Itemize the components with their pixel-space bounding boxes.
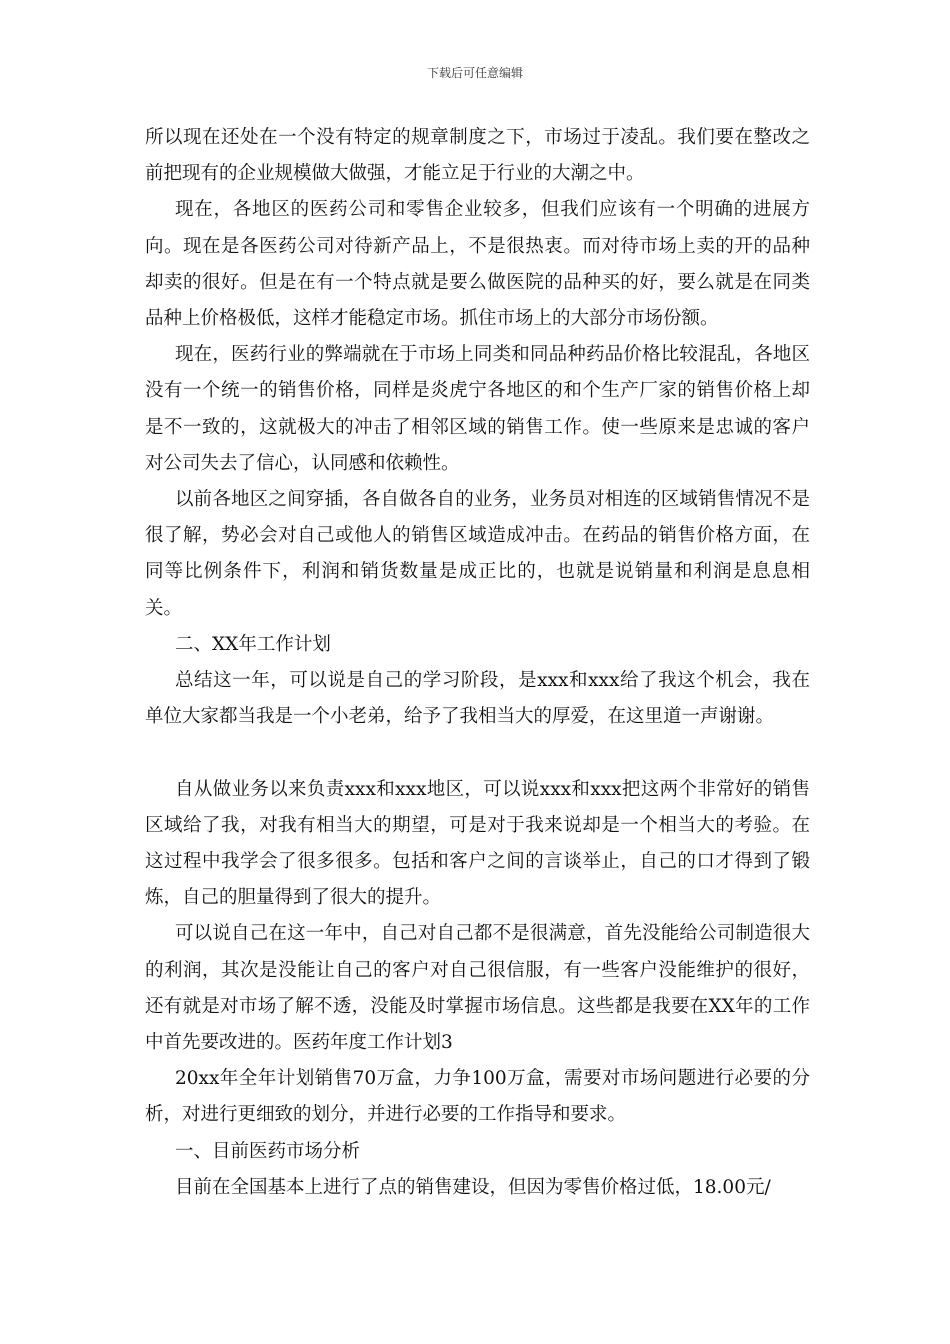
paragraph-9: 目前在全国基本上进行了点的销售建设，但因为零售价格过低，18.00元/ (175, 1176, 771, 1198)
document-body (145, 120, 810, 1206)
paragraph-5: 总结这一年，可以说是自己的学习阶段，是xxx和xxx给了我这个机会，我在单位大家都当我是一个小老弟，给予了我相当大的厚爱，在这里道一声谢谢。 (145, 670, 810, 728)
paragraph-4: 以前各地区之间穿插，各自做各自的业务，业务员对相连的区域销售情况不是很了解，势必会对自己或他人的销售区域造成冲击。在药品的销售价格方面，在同等比例条件下，利润和销货数量是成正比的，也就是说销量和利润是息息相关。 (145, 489, 810, 619)
blank-line (145, 735, 810, 771)
paragraph-1: 所以现在还处在一个没有特定的规章制度之下，市场过于凌乱。我们要在整改之前把现有的企业规模做大做强，才能立足于行业的大潮之中。 (145, 127, 810, 185)
paragraph-8: 20xx年全年计划销售70万盒，力争100万盒，需要对市场问题进行必要的分析，对进行更细致的划分，并进行必要的工作指导和要求。 (145, 1068, 810, 1126)
paragraph-2: 现在，各地区的医药公司和零售企业较多，但我们应该有一个明确的进展方向。现在是各医药公司对待新产品上，不是很热衷。而对待市场上卖的开的品种却卖的很好。但是在有一个特点就是要么做医院的品种买的好，要么就是在同类品种上价格极低，这样才能稳定市场。抓住市场上的大部分市场份额。 (145, 199, 810, 330)
section-heading-work-plan: 二、XX年工作计划 (175, 633, 331, 655)
paragraph-7: 可以说自己在这一年中，自己对自己都不是很满意，首先没能给公司制造很大的利润，其次是没能让自己的客户对自己很信服，有一些客户没能维护的很好，还有就是对市场了解不透，没能及时掌握市场信息。这些都是我要在XX年的工作中首先要改进的。医药年度工作计划3 (145, 923, 810, 1054)
paragraph-6: 自从做业务以来负责xxx和xxx地区，可以说xxx和xxx把这两个非常好的销售区域给了我，对我有相当大的期望，可是对于我来说却是一个相当大的考验。在这过程中我学会了很多很多。包括和客户之间的言谈举止，自己的口才得到了锻炼，自己的胆量得到了很大的提升。 (145, 778, 810, 909)
page-header: 下载后可任意编辑 (426, 66, 523, 80)
paragraph-3: 现在，医药行业的弊端就在于市场上同类和同品种药品价格比较混乱，各地区没有一个统一的销售价格，同样是炎虎宁各地区的和个生产厂家的销售价格上却是不一致的，这就极大的冲击了相邻区域的销售工作。使一些原来是忠诚的客户对公司失去了信心，认同感和依赖性。 (145, 344, 810, 474)
section-heading-market-analysis: 一、目前医药市场分析 (175, 1140, 361, 1162)
